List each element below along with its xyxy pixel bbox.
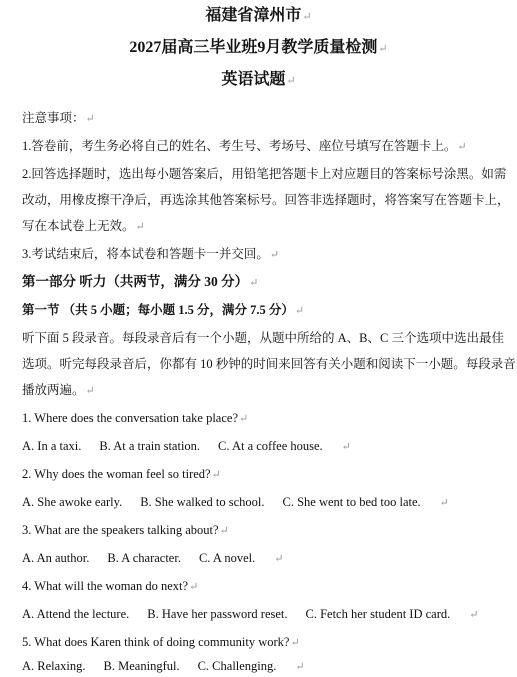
section-1-instructions-line-1: 听下面 5 段录音。每段录音后有一个小题，从题中所给的 A、B、C 三个选项中选出最佳 — [22, 331, 504, 345]
option-c: C. Challenging. — [197, 659, 277, 673]
question-4-options — [22, 606, 503, 623]
question-4: 4. What will the woman do next?↵ — [22, 579, 199, 593]
option-c: C. A novel. — [198, 551, 256, 565]
option-b: B. A character. — [107, 551, 181, 565]
option-b: B. Meaningful. — [103, 659, 180, 673]
question-1-options — [22, 438, 503, 455]
paragraph-mark-icon: ↵ — [274, 553, 284, 565]
paragraph-mark-icon: ↵ — [302, 11, 312, 23]
paragraph-mark-icon: ↵ — [378, 43, 388, 55]
paragraph-mark-icon: ↵ — [189, 581, 199, 593]
question-5: 5. What does Karen think of doing community work?↵ — [22, 635, 300, 649]
paragraph-mark-icon: ↵ — [290, 637, 300, 649]
paragraph-mark-icon: ↵ — [85, 113, 95, 125]
header-subject: 英语试题↵ — [221, 71, 296, 88]
question-1: 1. Where does the conversation take place?↵ — [22, 411, 249, 425]
notes-item-1: 1.答卷前，考生务必将自己的姓名、考生号、考场号、座位号填写在答题卡上。↵ — [22, 139, 467, 153]
section-1-instructions-line-2: 选项。听完每段录音后，你都有 10 秒钟的时间来回答有关小题和阅读下一小题。每段录音 — [22, 357, 516, 371]
question-3: 3. What are the speakers talking about?↵ — [22, 523, 229, 537]
notes-item-2-line-2: 改动，用橡皮擦干净后，再选涂其他答案标号。回答非选择题时，将答案写在答题卡上， — [22, 193, 510, 207]
paragraph-mark-icon: ↵ — [211, 469, 221, 481]
notes-heading: 注意事项：↵ — [22, 111, 95, 125]
paragraph-mark-icon: ↵ — [269, 249, 280, 261]
option-a: A. An author. — [22, 551, 90, 565]
part-1-title: 第一部分 听力（共两节，满分 30 分）↵ — [22, 274, 259, 289]
paragraph-mark-icon: ↵ — [341, 441, 351, 453]
option-b: B. At a train station. — [99, 439, 201, 453]
section-1-instructions-line-3: 播放两遍。↵ — [22, 383, 95, 397]
paragraph-mark-icon: ↵ — [219, 525, 229, 537]
paragraph-mark-icon: ↵ — [295, 661, 305, 673]
option-a: A. She awoke early. — [22, 495, 123, 509]
notes-item-3: 3.考试结束后，将本试卷和答题卡一并交回。↵ — [22, 247, 280, 261]
paragraph-mark-icon: ↵ — [286, 75, 296, 87]
header-location: 福建省漳州市↵ — [205, 7, 312, 24]
option-c: C. Fetch her student ID card. — [305, 607, 451, 621]
paragraph-mark-icon: ↵ — [457, 141, 467, 153]
section-1-title: 第一节 （共 5 小题；每小题 1.5 分，满分 7.5 分）↵ — [22, 303, 305, 317]
paragraph-mark-icon: ↵ — [249, 277, 259, 289]
header-exam-title: 2027届高三毕业班9月教学质量检测↵ — [129, 39, 388, 56]
question-5-options — [22, 658, 503, 675]
paragraph-mark-icon: ↵ — [294, 305, 305, 317]
paragraph-mark-icon: ↵ — [469, 609, 479, 621]
paragraph-mark-icon: ↵ — [85, 385, 95, 397]
question-2-options — [22, 494, 503, 511]
option-a: A. In a taxi. — [22, 439, 82, 453]
option-a: A. Attend the lecture. — [22, 607, 130, 621]
question-2: 2. Why does the woman feel so tired?↵ — [22, 467, 221, 481]
paragraph-mark-icon: ↵ — [135, 221, 145, 233]
option-a: A. Relaxing. — [22, 659, 86, 673]
notes-item-2-line-3: 写在本试卷上无效。↵ — [22, 219, 145, 233]
option-c: C. She went to bed too late. — [282, 495, 421, 509]
question-3-options — [22, 550, 503, 567]
option-c: C. At a coffee house. — [218, 439, 323, 453]
paragraph-mark-icon: ↵ — [239, 413, 249, 425]
paragraph-mark-icon: ↵ — [439, 497, 449, 509]
option-b: B. Have her password reset. — [147, 607, 288, 621]
notes-item-2-line-1: 2.回答选择题时，选出每小题答案后，用铅笔把答题卡上对应题目的答案标号涂黑。如需 — [22, 167, 507, 181]
option-b: B. She walked to school. — [140, 495, 265, 509]
